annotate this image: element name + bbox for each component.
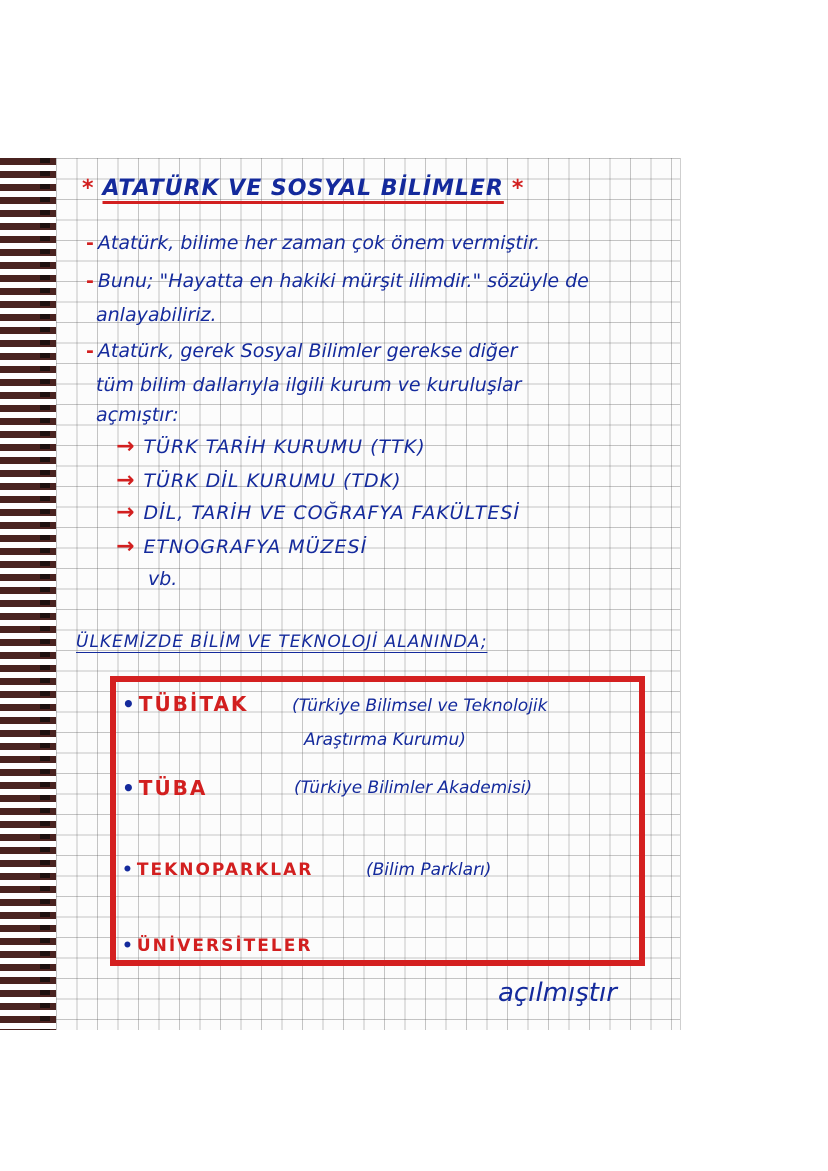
box-item-desc: (Türkiye Bilimler Akademisi) (294, 778, 533, 798)
arrow-icon: → (116, 434, 136, 459)
institution-ttk (116, 434, 426, 459)
box-item-name: ÜNİVERSİTELER (136, 936, 313, 956)
paragraph-1-line-1: Atatürk, bilime her zaman çok önem vermiştir. (97, 232, 541, 254)
box-item-name: TÜBA (138, 776, 208, 800)
paragraph-2-line-1 (86, 270, 589, 292)
box-item-name: TÜBİTAK (138, 692, 249, 716)
title-star-right: * (511, 176, 525, 201)
institution-label: TÜRK TARİH KURUMU (TTK) (143, 436, 426, 458)
footer-word: açılmıştır (498, 978, 617, 1008)
notebook-spiral-binding (0, 158, 58, 1030)
box-item-desc: (Bilim Parkları) (366, 860, 492, 880)
arrow-icon: → (116, 500, 136, 525)
title-text: ATATÜRK VE SOSYAL BİLİMLER (102, 176, 504, 201)
etc-note: vb. (148, 568, 178, 590)
institution-label: DİL, TARİH VE COĞRAFYA FAKÜLTESİ (143, 502, 521, 524)
paragraph-3-text-1: Atatürk, gerek Sosyal Bilimler gerekse diğer (97, 340, 518, 362)
arrow-icon: → (116, 534, 136, 559)
arrow-icon: → (116, 468, 136, 493)
dash-bullet: - (86, 270, 94, 292)
bullet-dot: • (122, 776, 135, 800)
title-star-left: * (82, 176, 95, 201)
paragraph-3-line-2: tüm bilim dallarıyla ilgili kurum ve kuruluşlar (96, 374, 522, 396)
paragraph-2-line-2: anlayabiliriz. (96, 304, 217, 326)
box-item-desc: (Türkiye Bilimsel ve Teknolojik (292, 696, 548, 716)
dash-bullet: - (86, 340, 94, 362)
bullet-dot: • (122, 936, 133, 956)
box-item-tuba (122, 776, 207, 800)
paragraph-1 (86, 232, 540, 254)
institution-label: ETNOGRAFYA MÜZESİ (143, 536, 368, 558)
box-item-teknoparklar (122, 860, 313, 880)
paragraph-3-line-1 (86, 340, 517, 362)
bullet-dot: • (122, 692, 135, 716)
science-institutions-box (110, 676, 645, 966)
section-heading (76, 632, 487, 652)
paragraph-3-line-3: açmıştır: (96, 404, 179, 426)
paragraph-2-text-1: Bunu; "Hayatta en hakiki mürşit ilimdir." sözüyle de (97, 270, 589, 292)
page-title (82, 176, 524, 201)
box-item-tubitak (122, 692, 248, 716)
institution-tdk (116, 468, 402, 493)
bullet-dot: • (122, 860, 133, 880)
box-item-name: TEKNOPARKLAR (136, 860, 314, 880)
dash-bullet: - (86, 232, 94, 254)
box-item-desc: Araştırma Kurumu) (304, 730, 466, 750)
institution-ethnography-museum (116, 534, 367, 559)
box-item-universiteler (122, 936, 312, 956)
section-heading-text: ÜLKEMİZDE BİLİM VE TEKNOLOJİ ALANINDA; (76, 632, 488, 652)
institution-label: TÜRK DİL KURUMU (TDK) (143, 470, 402, 492)
institution-dtcf (116, 500, 520, 525)
